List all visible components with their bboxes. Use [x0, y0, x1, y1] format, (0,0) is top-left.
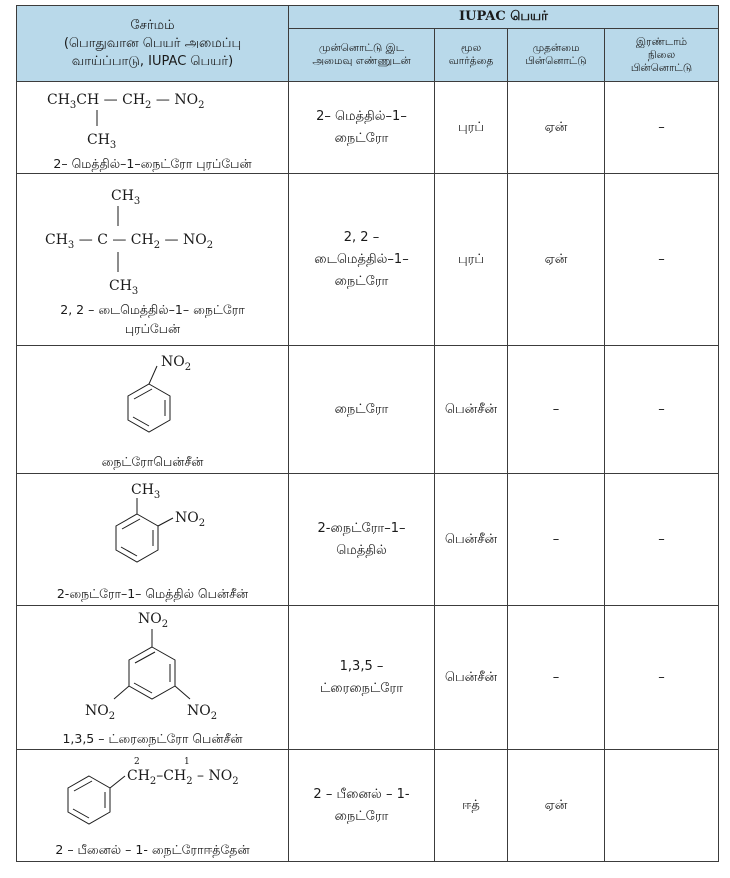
- bond-line: [149, 366, 157, 384]
- formula-bottom: $CH_3$: [109, 277, 139, 297]
- primary-cell: –: [508, 474, 605, 606]
- compound-cell: [17, 750, 289, 862]
- secondary-header-line: இரண்டாம்: [635, 35, 688, 48]
- prefix-line: நைட்ரோ: [334, 273, 389, 289]
- compound-name: புரப்பேன்: [124, 320, 181, 336]
- formula-branch: $CH_3$: [87, 132, 117, 151]
- iupac-name-header: IUPAC பெயர்: [289, 6, 719, 29]
- primary-cell: ஏன்: [508, 82, 605, 174]
- compound-header-line: வாய்ப்பாடு, IUPAC பெயர்): [71, 53, 234, 69]
- primary-cell: –: [508, 346, 605, 474]
- formula-mid: $CH_3$ — C — $CH_2$ — $NO_2$: [45, 231, 214, 251]
- secondary-cell: –: [605, 174, 719, 346]
- compound-name: 2-நைட்ரோ–1– மெத்தில் பென்சீன்: [56, 586, 249, 601]
- formula-chain: $CH_2-CH_2 - NO_2$: [127, 768, 239, 787]
- prefix-line: 2, 2 –: [343, 229, 380, 245]
- prefix-cell: [289, 474, 435, 606]
- table-row: [17, 606, 719, 750]
- prefix-line: நைட்ரோ: [334, 130, 389, 146]
- prefix-header-line: முன்னொட்டு இட: [318, 42, 405, 54]
- prefix-line: நைட்ரோ: [334, 808, 389, 824]
- table-row: [17, 346, 719, 474]
- root-cell: புரப்: [435, 82, 508, 174]
- bond-line: [110, 776, 125, 788]
- structure-1-3-5-trinitrobenzene: [17, 607, 287, 729]
- prefix-cell: [289, 606, 435, 750]
- bond-line: [114, 686, 129, 699]
- prefix-line: 2-நைட்ரோ–1–: [317, 520, 406, 536]
- compound-name: 2 – பீனைல் – 1- நைட்ரோஈத்தேன்: [55, 842, 250, 857]
- compound-cell: [17, 82, 289, 174]
- prefix-cell: [289, 82, 435, 174]
- bond-line: [158, 518, 173, 526]
- secondary-suffix-header: [605, 29, 719, 82]
- compound-cell: [17, 346, 289, 474]
- compound-header-line: (பொதுவான பெயர் அமைப்பு: [63, 35, 242, 51]
- bond-line: [175, 686, 190, 699]
- prefix-line: டைமெத்தில்–1–: [314, 251, 409, 267]
- compound-cell: [17, 606, 289, 750]
- locant-number: 1: [184, 757, 190, 767]
- double-bond: [134, 683, 152, 693]
- root-cell: பென்சீன்: [435, 474, 508, 606]
- primary-header-line: முதன்மை: [532, 42, 580, 54]
- secondary-header-line: பின்னொட்டு: [630, 61, 693, 74]
- prefix-line: 2– மெத்தில்–1–: [316, 108, 407, 124]
- structure-nitrobenzene: [17, 348, 287, 452]
- prefix-line: 1,3,5 –: [339, 658, 384, 674]
- compound-header-line: சேர்மம்: [130, 17, 175, 33]
- primary-cell: ஏன்: [508, 750, 605, 862]
- prefix-line: ட்ரைநைட்ரோ: [319, 680, 404, 696]
- primary-header-line: பின்னொட்டு: [525, 55, 587, 67]
- compound-cell: [17, 174, 289, 346]
- table-row: [17, 750, 719, 862]
- secondary-cell: –: [605, 82, 719, 174]
- prefix-line: மெத்தில்: [336, 542, 387, 558]
- substituent-label: $NO_2$: [175, 510, 206, 529]
- root-word-header: [435, 29, 508, 82]
- secondary-cell: –: [605, 346, 719, 474]
- double-bond: [135, 652, 155, 663]
- formula-top: $CH_3$: [111, 187, 141, 207]
- primary-suffix-header: [508, 29, 605, 82]
- substituent-label: $NO_2$: [138, 611, 169, 630]
- locant-number: 2: [134, 757, 140, 767]
- prefix-header: [289, 29, 435, 82]
- root-cell: ஈத்: [435, 750, 508, 862]
- compound-header: [17, 6, 289, 82]
- table-row: [17, 174, 719, 346]
- iupac-nitro-table: [16, 5, 719, 862]
- substituent-label: $CH_3$: [131, 482, 161, 501]
- prefix-cell: [289, 750, 435, 862]
- prefix-cell: [289, 346, 435, 474]
- prefix-header-line: அமைவு எண்ணுடன்: [312, 55, 411, 67]
- primary-cell: ஏன்: [508, 174, 605, 346]
- root-cell: பென்சீன்: [435, 346, 508, 474]
- substituent-label: $NO_2$: [161, 354, 192, 373]
- structure-2-2-dimethyl-1-nitropropane: [17, 182, 287, 300]
- secondary-cell: [605, 750, 719, 862]
- structure-2-phenyl-1-nitroethane: [17, 752, 287, 840]
- primary-cell: –: [508, 606, 605, 750]
- benzene-ring-icon: [129, 647, 175, 699]
- secondary-header-line: நிலை: [647, 48, 676, 61]
- prefix-cell: [289, 174, 435, 346]
- substituent-label: $NO_2$: [187, 703, 218, 722]
- prefix-line: நைட்ரோ: [334, 401, 389, 417]
- structure-2-methyl-1-nitropropane: [17, 82, 287, 154]
- compound-name: நைட்ரோபென்சீன்: [101, 454, 204, 469]
- table-row: [17, 82, 719, 174]
- compound-name: 1,3,5 – ட்ரைநைட்ரோ பென்சீன்: [62, 731, 243, 746]
- compound-name: 2, 2 – டைமெத்தில்–1– நைட்ரோ: [60, 301, 245, 317]
- structure-2-nitro-1-methylbenzene: [17, 476, 287, 584]
- secondary-cell: –: [605, 474, 719, 606]
- table-row: [17, 474, 719, 606]
- root-header-line: வார்த்தை: [448, 55, 494, 67]
- root-header-line: மூல: [460, 42, 482, 54]
- prefix-line: 2 – பீனைல் – 1-: [313, 786, 410, 802]
- compound-name: 2– மெத்தில்–1–நைட்ரோ புரப்பேன்: [53, 156, 252, 171]
- formula-main: $CH_3CH$ — $CH_2$ — $NO_2$: [47, 92, 205, 111]
- substituent-label: $NO_2$: [85, 703, 116, 722]
- root-cell: பென்சீன்: [435, 606, 508, 750]
- root-cell: புரப்: [435, 174, 508, 346]
- compound-cell: [17, 474, 289, 606]
- secondary-cell: –: [605, 606, 719, 750]
